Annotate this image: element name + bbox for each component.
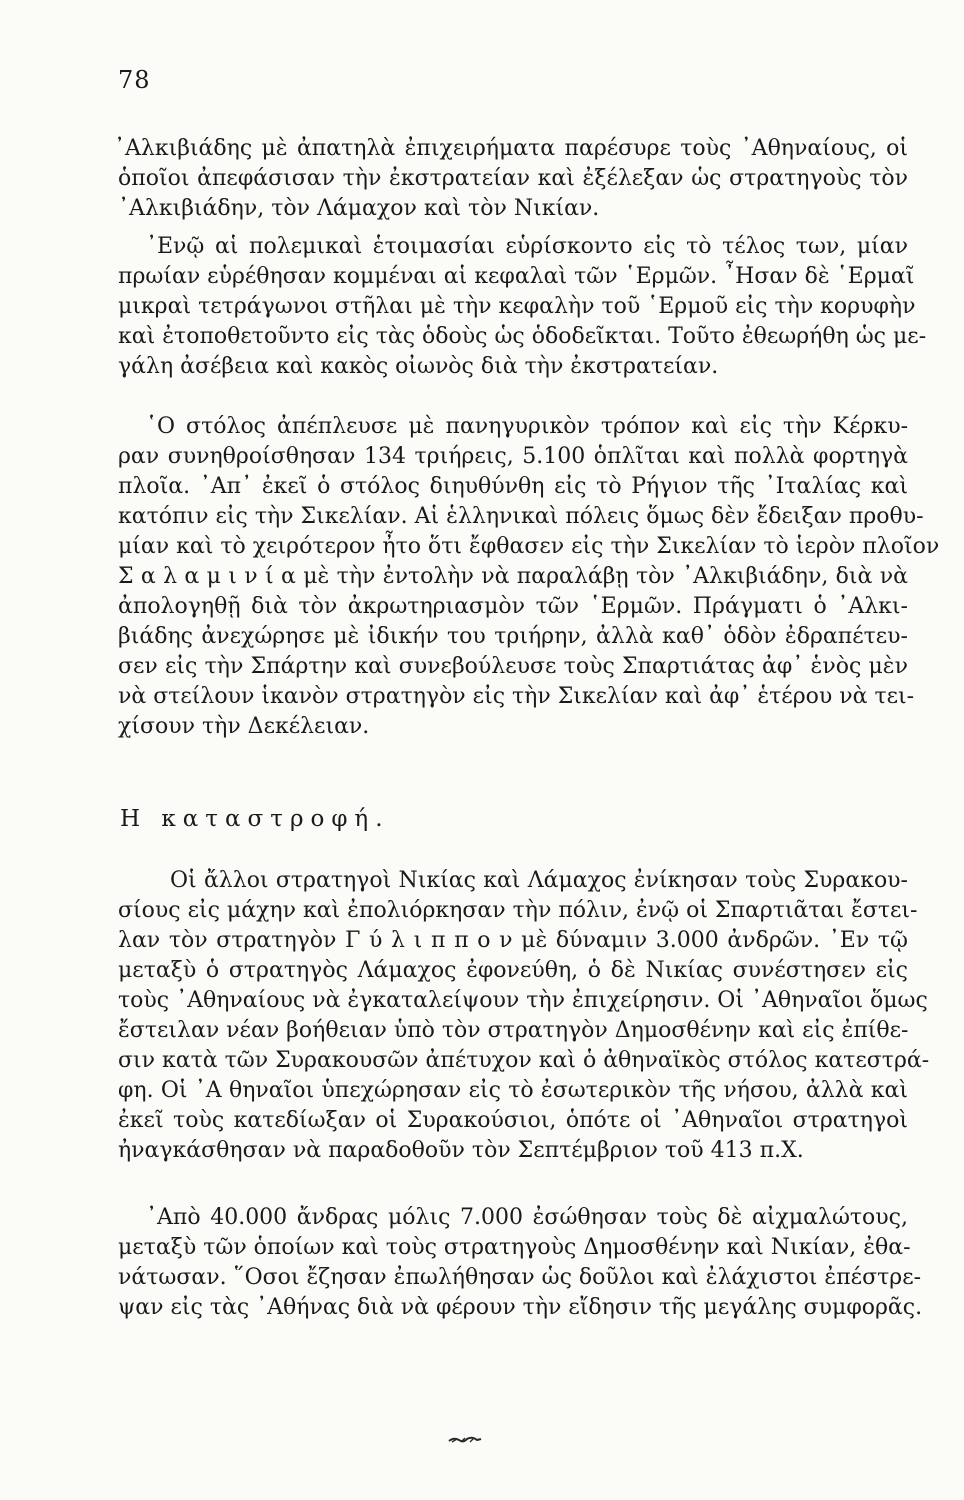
text-line: χίσουν τὴν Δεκέλειαν. (118, 714, 370, 739)
text-line: κατόπιν εἰς τὴν Σικελίαν. Αἱ ἑλληνικαὶ πόλεις ὅμως δὲν ἔδειξαν προθυ- (118, 504, 924, 529)
text-line: μικραὶ τετράγωνοι στῆλαι μὲ τὴν κεφαλὴν τοῦ ῾Ερμοῦ εἰς τὴν κορυφὴν (118, 294, 916, 319)
text-line: λαν τὸν στρατηγὸν Γ ύ λ ι π π ο ν μὲ δύναμιν 3.000 ἀνδρῶν. ᾿Εν τῷ (118, 928, 908, 953)
text-line: ἀπολογηθῇ διὰ τὸν ἀκρωτηριασμὸν τῶν ῾Ερμῶν. Πράγματι ὁ ᾿Αλκι- (118, 594, 908, 619)
text-line: τοὺς ᾿Αθηναίους νὰ ἐγκαταλείψουν τὴν ἐπιχείρησιν. Οἱ ᾿Αθηναῖοι ὅμως (118, 988, 928, 1013)
paragraph-5 (118, 1203, 923, 1323)
text-line: νάτωσαν. ῞Οσοι ἔζησαν ἐπωλήθησαν ὡς δοῦλοι καὶ ἐλάχιστοι ἐπέστρε- (118, 1265, 922, 1290)
text-line: καὶ ἐτοποθετοῦντο εἰς τὰς ὁδοὺς ὡς ὁδοδεῖκται. Τοῦτο ἐθεωρήθη ὡς με- (118, 324, 927, 349)
text-line: σίους εἰς μάχην καὶ ἐπολιόρκησαν τὴν πόλιν, ἐνῷ οἱ Σπαρτιᾶται ἔστει- (118, 898, 918, 923)
text-line: μεταξὺ τῶν ὁποίων καὶ τοὺς στρατηγοὺς Δημοσθένην καὶ Νικίαν, ἐθα- (118, 1235, 911, 1260)
text-line: μίαν καὶ τὸ χειρότερον ἦτο ὅτι ἔφθασεν εἰς τὴν Σικελίαν τὸ ἱερὸν πλοῖον (118, 534, 940, 559)
text-line: Οἱ ἄλλοι στρατηγοὶ Νικίας καὶ Λάμαχος ἐνίκησαν τοὺς Συρακου- (170, 868, 908, 893)
text-line: ᾿Απὸ 40.000 ἄνδρας μόλις 7.000 ἐσώθησαν τοὺς δὲ αἰχμαλώτους, (146, 1205, 908, 1230)
end-ornament-icon (448, 1436, 482, 1444)
text-line: ἐκεῖ τοὺς κατεδίωξαν οἱ Συρακούσιοι, ὁπότε οἱ ᾿Αθηναῖοι στρατηγοὶ (118, 1108, 908, 1133)
text-line: ᾿Αλκιβιάδην, τὸν Λάμαχον καὶ τὸν Νικίαν. (118, 196, 600, 221)
text-line: πρωίαν εὑρέθησαν κομμέναι αἱ κεφαλαὶ τῶν ῾Ερμῶν. ῏Ησαν δὲ ῾Ερμαῖ (118, 264, 915, 289)
paragraph-3 (118, 412, 940, 742)
paragraph-1 (114, 134, 908, 224)
text-line: ᾿Ενῷ αἱ πολεμικαὶ ἑτοιμασίαι εὑρίσκοντο εἰς τὸ τέλος των, μίαν (146, 234, 908, 259)
section-heading: Η καταστροφή. (120, 806, 390, 832)
page-number: 78 (118, 66, 151, 94)
text-line: ῾Ο στόλος ἀπέπλευσε μὲ πανηγυρικὸν τρόπον καὶ εἰς τὴν Κέρκυ- (146, 414, 908, 439)
text-line: σιν κατὰ τῶν Συρακουσῶν ἀπέτυχον καὶ ὁ ἀθηναϊκὸς στόλος κατεστρά- (118, 1048, 930, 1073)
text-line: ἔστειλαν νέαν βοήθειαν ὑπὸ τὸν στρατηγὸν Δημοσθένην καὶ εἰς ἐπίθε- (118, 1018, 909, 1043)
text-line: ᾿Αλκιβιάδης μὲ ἀπατηλὰ ἐπιχειρήματα παρέσυρε τοὺς ᾿Αθηναίους, οἱ (114, 136, 908, 161)
text-line: μεταξὺ ὁ στρατηγὸς Λάμαχος ἐφονεύθη, ὁ δὲ Νικίας συνέστησεν εἰς (118, 958, 908, 983)
text-line: ραν συνηθροίσθησαν 134 τριήρεις, 5.100 ὁπλῖται καὶ πολλὰ φορτηγὰ (118, 444, 908, 469)
text-line: φη. Οἱ ᾿Α θηναῖοι ὑπεχώρησαν εἰς τὸ ἐσωτερικὸν τῆς νήσου, ἀλλὰ καὶ (118, 1078, 908, 1103)
paragraph-2 (118, 232, 927, 382)
text-line: νὰ στείλουν ἱκανὸν στρατηγὸν εἰς τὴν Σικελίαν καὶ ἀφ᾿ ἑτέρου νὰ τει- (118, 684, 915, 709)
text-line: Σ α λ α μ ι ν ί α μὲ τὴν ἐντολὴν νὰ παραλάβῃ τὸν ᾿Αλκιβιάδην, διὰ νὰ (118, 564, 908, 589)
text-line: ψαν εἰς τὰς ᾿Αθήνας διὰ νὰ φέρουν τὴν εἴδησιν τῆς μεγάλης συμφορᾶς. (118, 1295, 923, 1320)
text-line: γάλη ἀσέβεια καὶ κακὸς οἰωνὸς διὰ τὴν ἐκστρατείαν. (118, 354, 719, 379)
text-line: ὁποῖοι ἀπεφάσισαν τὴν ἐκστρατείαν καὶ ἐξέλεξαν ὡς στρατηγοὺς τὸν (118, 166, 908, 191)
text-line: βιάδης ἀνεχώρησε μὲ ἰδικήν του τριήρην, ἀλλὰ καθ᾿ ὁδὸν ἐδραπέτευ- (118, 624, 908, 649)
text-line: σεν εἰς τὴν Σπάρτην καὶ συνεβούλευσε τοὺς Σπαρτιάτας ἀφ᾿ ἑνὸς μὲν (118, 654, 908, 679)
paragraph-4 (118, 866, 930, 1166)
text-line: ἠναγκάσθησαν νὰ παραδοθοῦν τὸν Σεπτέμβριον τοῦ 413 π.Χ. (118, 1138, 804, 1163)
text-line: πλοῖα. ᾿Απ᾿ ἐκεῖ ὁ στόλος διηυθύνθη εἰς τὸ Ρήγιον τῆς ᾿Ιταλίας καὶ (118, 474, 908, 499)
